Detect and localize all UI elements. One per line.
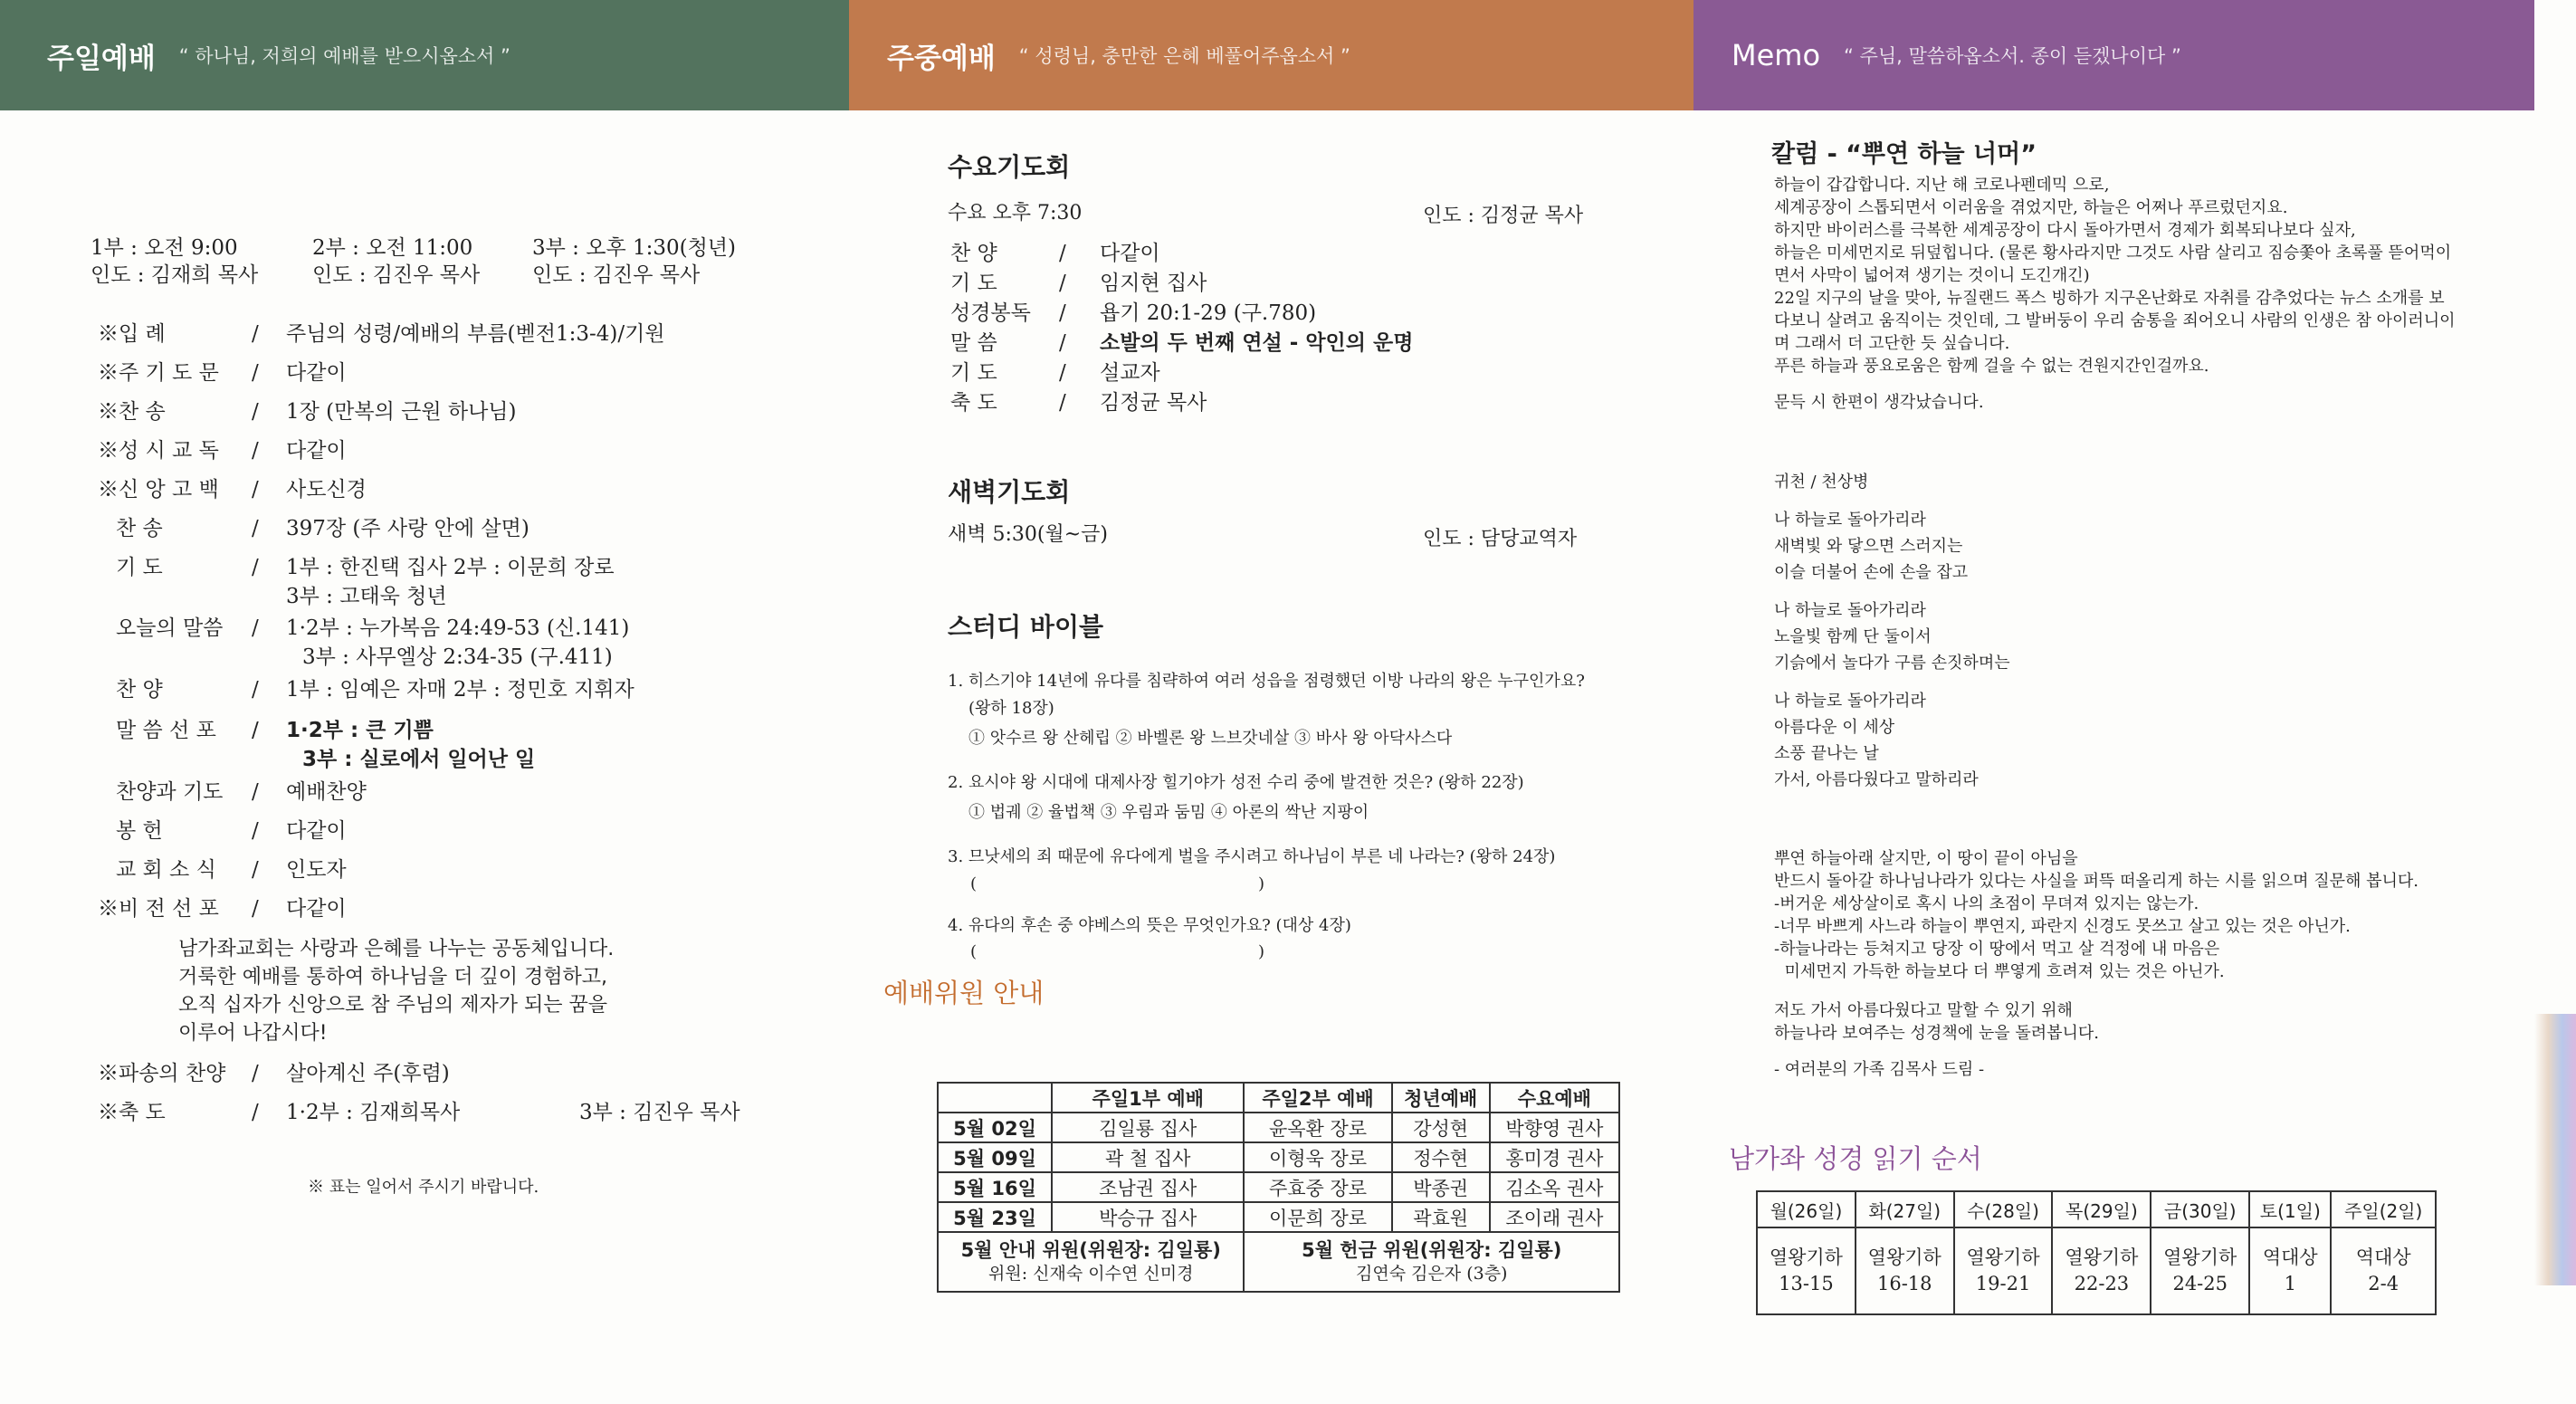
roster-cell: 주효중 장로 — [1244, 1172, 1391, 1202]
table-row — [938, 1202, 1619, 1232]
roster-cell: 곽효원 — [1392, 1202, 1490, 1232]
header-memo-title: Memo — [1732, 38, 1821, 72]
wed-item: 축 도 / 김정균 목사 — [950, 391, 1207, 415]
sending-hymn: ※파송의 찬양 / 살아계신 주(후렴) — [98, 1062, 450, 1085]
table-header-cell: 주일1부 예배 — [1052, 1083, 1244, 1113]
order-item: 기 도 / 1부 : 한진택 집사 2부 : 이문희 장로 — [116, 556, 615, 579]
time-1: 1부 : 오전 9:00 — [91, 236, 238, 260]
roster-cell: 곽 철 집사 — [1052, 1142, 1244, 1172]
wednesday-leader: 인도 : 김정균 목사 — [1423, 205, 1584, 227]
wed-item: 기 도 / 설교자 — [950, 361, 1160, 385]
order-item: ※찬 송 / 1장 (만복의 근원 하나님) — [98, 400, 517, 424]
dawn-time: 새벽 5:30(월~금) — [948, 523, 1109, 546]
standing-note: ※ 표는 일어서 주시기 바랍니다. — [308, 1178, 539, 1197]
order-item: 말 씀 선 포 / 1·2부 : 큰 기쁨 — [116, 719, 434, 742]
column-line: -너무 바쁘게 사느라 하늘이 뿌연지, 파란지 신경도 못쓰고 살고 있는 것은 아닌가. — [1774, 917, 2351, 936]
order-item: 찬양과 기도 / 예배찬양 — [116, 780, 367, 804]
leader-1: 인도 : 김재희 목사 — [91, 263, 259, 287]
reading-day: 금(30일) — [2151, 1191, 2249, 1227]
wed-item: 기 도 / 임지현 집사 — [950, 272, 1207, 295]
roster-cell: 홍미경 권사 — [1490, 1142, 1619, 1172]
table-header-cell: 수요예배 — [1490, 1083, 1619, 1113]
column-line: 뿌연 하늘아래 살지만, 이 땅이 끝이 아님을 — [1774, 849, 2078, 868]
question-1: 1. 히스기야 14년에 유다를 침략하여 여러 성읍을 점령했던 이방 나라의 왕은 누구인가요? — [948, 672, 1585, 691]
column-line: 미세먼지 가득한 하늘보다 더 뿌옇게 흐려져 있는 것은 아닌가. — [1774, 962, 2225, 981]
column-line: 면서 사막이 넓어져 생기는 것이니 도긴개긴) — [1774, 266, 2090, 285]
order-item-cont: 3부 : 실로에서 일어난 일 — [302, 748, 536, 771]
column-line: 며 그래서 더 고단한 듯 싶습니다. — [1774, 334, 2010, 353]
table-header-row — [938, 1083, 1619, 1113]
reading-day: 목(29일) — [2052, 1191, 2151, 1227]
header-midweek-quote: “ 성령님, 충만한 은혜 베풀어주옵소서 ” — [1018, 45, 1350, 67]
question-4: 4. 유다의 후손 중 야베스의 뜻은 무엇인가요? (대상 4장) — [948, 916, 1351, 935]
order-item: ※신 앙 고 백 / 사도신경 — [98, 478, 367, 501]
column-line: 세계공장이 스톱되면서 이러움을 겪었지만, 하늘은 어쩌나 푸르렀던지요. — [1774, 198, 2288, 217]
answer-blank-close: ) — [1258, 874, 1265, 893]
roster-title: 예배위원 안내 — [883, 978, 1045, 1008]
poem-line: 나 하늘로 돌아가리라 — [1774, 692, 1926, 711]
reading-cell: 열왕기하 19-21 — [1954, 1227, 2053, 1314]
offering-committee-members: 김연숙 김은자 (3층) — [1355, 1264, 1508, 1285]
table-row — [938, 1113, 1619, 1142]
header-sunday — [0, 0, 849, 110]
question-2: 2. 요시야 왕 시대에 대제사장 힐기야가 성전 수리 중에 발견한 것은? (왕하 22장) — [948, 773, 1524, 792]
roster-cell: 김소옥 권사 — [1490, 1172, 1619, 1202]
vision-line: 오직 십자가 신앙으로 참 주님의 제자가 되는 꿈을 — [178, 994, 607, 1017]
question-3: 3. 므낫세의 죄 때문에 유다에게 벌을 주시려고 하나님이 부른 네 나라는? (왕하 24장) — [948, 847, 1556, 866]
order-item: 교 회 소 식 / 인도자 — [116, 858, 347, 882]
order-item-cont: 3부 : 고태욱 청년 — [286, 585, 447, 608]
answer-blank-close: ) — [1258, 942, 1265, 961]
poem-line: 기슭에서 놀다가 구름 손짓하며는 — [1774, 654, 2010, 673]
column-line: 문득 시 한편이 생각났습니다. — [1774, 393, 1984, 412]
question-1-ref: (왕하 18장) — [968, 699, 1054, 718]
reading-cell: 열왕기하 24-25 — [2151, 1227, 2249, 1314]
roster-cell: 조이래 권사 — [1490, 1202, 1619, 1232]
column-signature: - 여러분의 가족 김목사 드림 - — [1774, 1060, 1985, 1079]
roster-cell: 박종권 — [1392, 1172, 1490, 1202]
column-line: 푸른 하늘과 풍요로움은 함께 걸을 수 없는 견원지간인걸까요. — [1774, 357, 2209, 376]
benediction: ※축 도 / 1·2부 : 김재희목사 — [98, 1101, 461, 1124]
order-item: ※주 기 도 문 / 다같이 — [98, 361, 347, 385]
column-line: 하늘나라 보여주는 성경책에 눈을 돌려봅니다. — [1774, 1024, 2099, 1043]
offering-committee-title: 5월 헌금 위원(위원장: 김일룡) — [1302, 1239, 1562, 1261]
leader-2: 인도 : 김진우 목사 — [312, 263, 481, 287]
reading-day: 토(1일) — [2249, 1191, 2331, 1227]
roster-date: 5월 02일 — [938, 1113, 1052, 1142]
header-memo — [1693, 0, 2534, 110]
roster-date: 5월 23일 — [938, 1202, 1052, 1232]
roster-table — [937, 1082, 1620, 1293]
column-title: 칼럼 - “뿌연 하늘 너머” — [1771, 140, 2037, 168]
answer-blank-open: ( — [970, 874, 978, 893]
poem-line: 이슬 더불어 손에 손을 잡고 — [1774, 563, 1969, 582]
column-line: 저도 가서 아름다웠다고 말할 수 있기 위해 — [1774, 1001, 2073, 1020]
dawn-leader: 인도 : 담당교역자 — [1423, 528, 1578, 550]
reading-cell: 열왕기하 13-15 — [1757, 1227, 1856, 1314]
reading-table — [1756, 1190, 2437, 1315]
poem-line: 나 하늘로 돌아가리라 — [1774, 601, 1926, 620]
poem-line: 나 하늘로 돌아가리라 — [1774, 511, 1926, 530]
column-line: -하늘나라는 등쳐지고 당장 이 땅에서 먹고 살 걱정에 내 마음은 — [1774, 940, 2220, 959]
dawn-title: 새벽기도회 — [948, 477, 1071, 507]
roster-cell: 강성현 — [1392, 1113, 1490, 1142]
wed-item: 성경봉독 / 욥기 20:1-29 (구.780) — [950, 301, 1317, 325]
header-sunday-title: 주일예배 — [47, 42, 156, 75]
question-1-options: ① 앗수르 왕 산헤립 ② 바벨론 왕 느브갓네살 ③ 바사 왕 아닥사스다 — [968, 729, 1453, 748]
roster-date: 5월 09일 — [938, 1142, 1052, 1172]
roster-cell: 정수현 — [1392, 1142, 1490, 1172]
guide-committee-title: 5월 안내 위원(위원장: 김일룡) — [960, 1239, 1221, 1261]
column-line: 하늘이 갑갑합니다. 지난 해 코로나펜데믹 으로, — [1774, 176, 2110, 195]
table-row — [938, 1142, 1619, 1172]
column-line: 다보니 살려고 움직이는 것인데, 그 발버둥이 우리 숨통을 죄어오니 사람의 인생은 참 아이러니이 — [1774, 311, 2456, 330]
roster-cell: 이형욱 장로 — [1244, 1142, 1391, 1172]
reading-day: 화(27일) — [1856, 1191, 1954, 1227]
column-line: 하늘은 미세먼지로 뒤덮힙니다. (물론 황사라지만 그것도 사람 살리고 짐승쫓아 초록풀 뜯어먹이 — [1774, 244, 2452, 263]
leader-3: 인도 : 김진우 목사 — [532, 263, 701, 287]
header-midweek — [849, 0, 1693, 110]
column-line: 22일 지구의 날을 맞아, 뉴질랜드 폭스 빙하가 지구온난화로 자취를 감추었다는 뉴스 소개를 보 — [1774, 289, 2445, 308]
reading-day: 수(28일) — [1954, 1191, 2053, 1227]
order-item: 봉 헌 / 다같이 — [116, 819, 347, 843]
order-item: ※비 전 선 포 / 다같이 — [98, 897, 347, 921]
roster-cell: 박승규 집사 — [1052, 1202, 1244, 1232]
table-row — [938, 1232, 1619, 1292]
vision-line: 이루어 나갑시다! — [178, 1022, 328, 1045]
roster-cell: 박향영 권사 — [1490, 1113, 1619, 1142]
answer-blank-open: ( — [970, 942, 978, 961]
reading-day: 월(26일) — [1757, 1191, 1856, 1227]
header-sunday-quote: “ 하나님, 저희의 예배를 받으시옵소서 ” — [178, 45, 510, 67]
guide-committee — [938, 1232, 1244, 1292]
table-header-cell — [938, 1083, 1052, 1113]
roster-cell: 이문희 장로 — [1244, 1202, 1391, 1232]
roster-date: 5월 16일 — [938, 1172, 1052, 1202]
poem-line: 노을빛 함께 단 둘이서 — [1774, 627, 1932, 646]
column-line: 하지만 바이러스를 극복한 세계공장이 다시 돌아가면서 경제가 회복되나보다 싶자, — [1774, 221, 2356, 240]
order-item: ※입 례 / 주님의 성령/예배의 부름(벧전1:3-4)/기원 — [98, 322, 665, 346]
roster-cell: 조남권 집사 — [1052, 1172, 1244, 1202]
study-title: 스터디 바이블 — [948, 612, 1104, 642]
poem-line: 새벽빛 와 닿으면 스러지는 — [1774, 537, 1963, 556]
roster-cell: 윤옥환 장로 — [1244, 1113, 1391, 1142]
header-midweek-title: 주중예배 — [887, 42, 996, 75]
poem-line: 소풍 끝나는 날 — [1774, 744, 1879, 763]
table-header-row — [1757, 1191, 2436, 1227]
table-header-cell: 주일2부 예배 — [1244, 1083, 1391, 1113]
table-header-cell: 청년예배 — [1392, 1083, 1490, 1113]
wednesday-time: 수요 오후 7:30 — [948, 202, 1083, 224]
question-2-options: ① 법궤 ② 율법책 ③ 우림과 둠밈 ④ 아론의 싹난 지팡이 — [968, 803, 1369, 822]
poem-line: 가서, 아름다웠다고 말하리라 — [1774, 770, 1979, 789]
benediction-3: 3부 : 김진우 목사 — [579, 1101, 740, 1124]
column-line: -버거운 세상살이로 혹시 나의 초점이 무뎌져 있지는 않는가. — [1774, 894, 2199, 913]
reading-title: 남가좌 성경 읽기 순서 — [1729, 1143, 1982, 1174]
wed-item: 찬 양 / 다같이 — [950, 242, 1160, 265]
reading-cell: 역대상 2-4 — [2331, 1227, 2436, 1314]
scan-edge-glare — [2534, 1014, 2576, 1285]
reading-cell: 열왕기하 16-18 — [1856, 1227, 1954, 1314]
vision-line: 남가좌교회는 사랑과 은혜를 나누는 공동체입니다. — [178, 938, 615, 960]
column-line: 반드시 돌아갈 하나님나라가 있다는 사실을 퍼뜩 떠올리게 하는 시를 읽으며 질문해 봅니다. — [1774, 872, 2419, 891]
table-row — [1757, 1227, 2436, 1314]
wednesday-title: 수요기도회 — [948, 152, 1071, 182]
time-2: 2부 : 오전 11:00 — [312, 236, 473, 260]
header-memo-quote: “ 주님, 말씀하옵소서. 종이 듣겠나이다 ” — [1844, 45, 2181, 67]
reading-cell: 열왕기하 22-23 — [2052, 1227, 2151, 1314]
order-item: 찬 송 / 397장 (주 사랑 안에 살면) — [116, 517, 530, 540]
vision-line: 거룩한 예배를 통하여 하나님을 더 깊이 경험하고, — [178, 966, 607, 989]
roster-cell: 김일룡 집사 — [1052, 1113, 1244, 1142]
order-item: 찬 양 / 1부 : 임예은 자매 2부 : 정민호 지휘자 — [116, 678, 634, 702]
order-item: 오늘의 말씀 / 1·2부 : 누가복음 24:49-53 (신.141) — [116, 616, 630, 640]
guide-committee-members: 위원: 신재숙 이수연 신미경 — [988, 1264, 1194, 1285]
offering-committee — [1244, 1232, 1619, 1292]
reading-cell: 역대상 1 — [2249, 1227, 2331, 1314]
poem-line: 아름다운 이 세상 — [1774, 718, 1895, 737]
time-3: 3부 : 오후 1:30(청년) — [532, 236, 737, 260]
order-item: ※성 시 교 독 / 다같이 — [98, 439, 347, 463]
order-item-cont: 3부 : 사무엘상 2:34-35 (구.411) — [302, 645, 613, 669]
poem-title: 귀천 / 천상병 — [1774, 473, 1869, 492]
reading-day: 주일(2일) — [2331, 1191, 2436, 1227]
wed-item: 말 씀 / 소발의 두 번째 연설 - 악인의 운명 — [950, 331, 1414, 355]
table-row — [938, 1172, 1619, 1202]
